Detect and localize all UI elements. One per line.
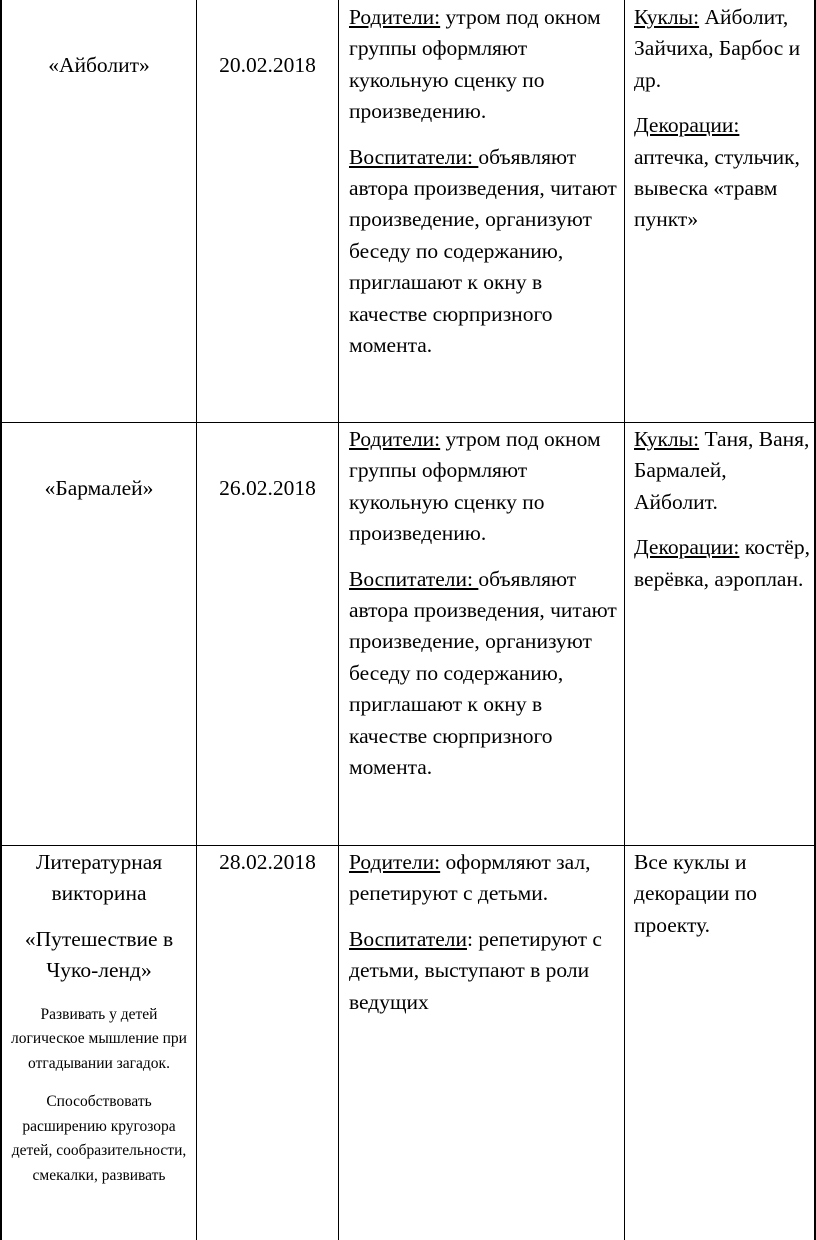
row-2-decor-paragraph: [634, 532, 810, 595]
row-2-decor-text: костёр, верёвка, аэроплан.: [634, 535, 810, 591]
row-3-resources-text: Все куклы и декорации по проекту.: [634, 850, 758, 937]
row-1-parents-paragraph: [349, 2, 621, 128]
column-divider-3: [624, 0, 625, 1240]
row-1-dolls-text: Айболит, Зайчиха, Барбос и др.: [634, 5, 801, 92]
row-3-teachers-paragraph: [349, 924, 621, 1018]
row-2-resources-cell: [634, 424, 810, 595]
row-1-resources-cell: [634, 2, 810, 236]
row-3-goal-1: Развивать у детей логическое мышление при отгадывании загадок.: [11, 1005, 187, 1072]
row-3-parents-label: Родители:: [349, 850, 441, 874]
row-3-parents-paragraph: [349, 847, 621, 910]
row-2-teachers-text: объявляют автора произведения, читают произведение, организуют беседу по содержанию, приглашают к окну в качестве сюрпризного момента.: [349, 566, 617, 780]
row-2-dolls-label: Куклы:: [634, 427, 700, 451]
row-1-title: «Айболит»: [48, 53, 150, 77]
row-1-teachers-label: Воспитатели:: [349, 144, 479, 169]
row-2-parents-text: утром под окном группы оформляют кукольную сценку по произведению.: [349, 427, 601, 546]
row-1-dolls-label: Куклы:: [634, 5, 700, 29]
row-2-title: «Бармалей»: [44, 476, 154, 500]
row-3-roles-cell: [349, 847, 621, 1018]
row-divider-2: [0, 845, 816, 846]
row-2-decor-label: Декорации:: [634, 535, 740, 560]
row-1-parents-text: утром под окном группы оформляют кукольную сценку по произведению.: [349, 5, 601, 124]
table-border-left: [0, 0, 2, 1240]
row-2-date: 26.02.2018: [219, 476, 316, 500]
row-2-dolls-paragraph: [634, 424, 810, 518]
row-2-roles-cell: [349, 424, 621, 783]
row-3-date: 28.02.2018: [219, 850, 316, 874]
row-1-decor-label: Декорации:: [634, 113, 740, 138]
row-3-parents-text: оформляют зал, репетируют с детьми.: [349, 850, 591, 906]
row-1-date: 20.02.2018: [219, 53, 316, 77]
row-3-teachers-text: : репетируют с детьми, выступают в роли ведущих: [349, 926, 602, 1014]
row-2-teachers-label: Воспитатели:: [349, 566, 479, 591]
row-divider-1: [0, 422, 816, 423]
row-2-date-cell: [197, 473, 338, 504]
row-2-title-cell: [2, 473, 196, 504]
row-3-goal-2: Способствовать расширению кругозора детей, сообразительности, смекалки, развивать: [11, 1093, 187, 1184]
row-1-decor-paragraph: [634, 110, 810, 236]
row-2-dolls-text: Таня, Ваня, Бармалей, Айболит.: [634, 427, 810, 514]
column-divider-2: [338, 0, 339, 1240]
row-2-teachers-paragraph: [349, 564, 621, 784]
row-1-dolls-paragraph: [634, 2, 810, 96]
column-divider-1: [196, 0, 197, 1240]
row-1-teachers-paragraph: [349, 142, 621, 362]
row-1-decor-text: аптечка, стульчик, вывеска «травм пункт»: [634, 144, 800, 232]
row-1-date-cell: [197, 50, 338, 81]
row-3-title-line-1: Литературная викторина: [35, 850, 163, 906]
row-3-title-line-2: «Путешествие в Чуко-ленд»: [24, 926, 174, 983]
row-1-parents-label: Родители:: [349, 5, 441, 29]
row-3-resources-cell: [634, 847, 810, 941]
row-1-roles-cell: [349, 2, 621, 361]
row-1-title-cell: [2, 50, 196, 81]
row-2-parents-paragraph: [349, 424, 621, 550]
row-3-date-cell: [197, 847, 338, 878]
row-3-title-cell: [6, 847, 192, 1188]
row-1-teachers-text: объявляют автора произведения, читают произведение, организуют беседу по содержанию, приглашают к окну в качестве сюрпризного момента.: [349, 144, 617, 358]
row-2-parents-label: Родители:: [349, 427, 441, 451]
row-3-teachers-label: Воспитатели: [349, 926, 467, 951]
